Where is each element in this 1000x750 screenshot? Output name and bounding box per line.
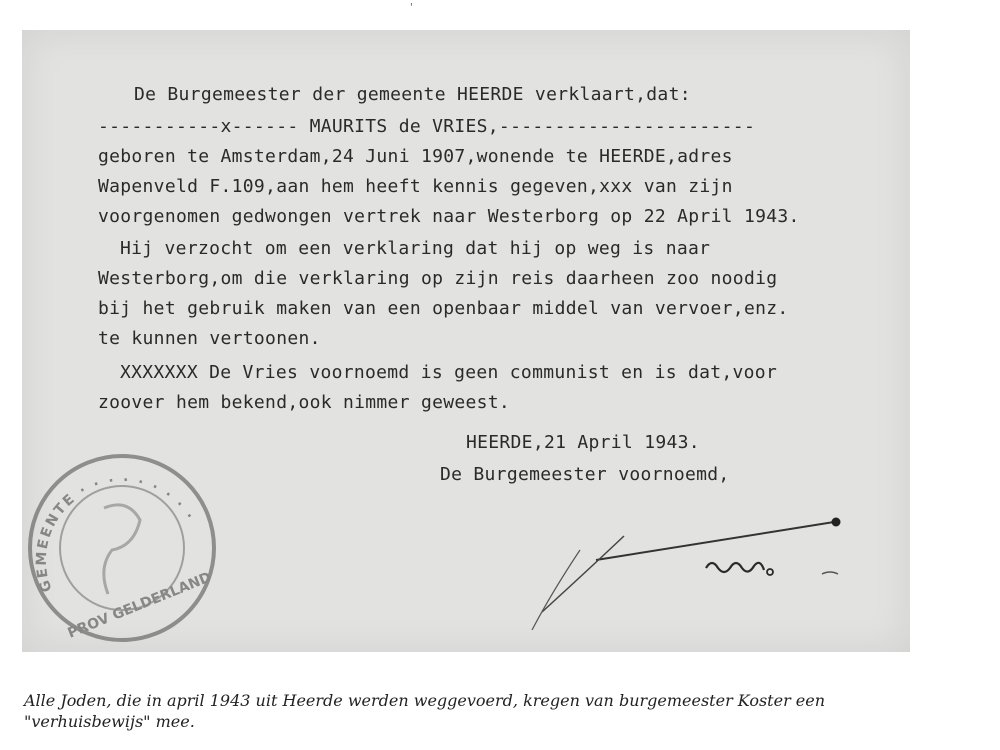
signatory-line: De Burgemeester voornoemd, bbox=[440, 464, 730, 485]
letter-line-11: zoover hem bekend,ook nimmer geweest. bbox=[98, 392, 511, 413]
top-mark: ' bbox=[410, 2, 413, 13]
letter-line-6: Hij verzocht om een verklaring dat hij op weg is naar bbox=[120, 238, 711, 259]
letter-line-8: bij het gebruik maken van een openbaar middel van vervoer,enz. bbox=[98, 298, 789, 319]
letter-line-1: De Burgemeester der gemeente HEERDE verklaart,dat: bbox=[134, 84, 691, 105]
letter-line-2: -----------x------ MAURITS de VRIES,----------------------- bbox=[98, 116, 756, 137]
handwritten-signature bbox=[22, 30, 910, 652]
letter-line-9: te kunnen vertoonen. bbox=[98, 328, 321, 349]
svg-text:PROV GELDERLAND: PROV GELDERLAND bbox=[65, 569, 214, 642]
letter-line-5: voorgenomen gedwongen vertrek naar Westerborg op 22 April 1943. bbox=[98, 206, 800, 227]
letter-line-7: Westerborg,om die verklaring op zijn reis daarheen zoo noodig bbox=[98, 268, 778, 289]
letter-line-10: XXXXXXX De Vries voornoemd is geen communist en is dat,voor bbox=[120, 362, 778, 383]
photo-caption: Alle Joden, die in april 1943 uit Heerde werden weggevoerd, kregen van burgemeester Koster een "verhuisbewijs" mee. bbox=[24, 691, 826, 731]
letter-line-4: Wapenveld F.109,aan hem heeft kennis gegeven,xxx van zijn bbox=[98, 176, 733, 197]
letter-line-3: geboren te Amsterdam,24 Juni 1907,wonende te HEERDE,adres bbox=[98, 146, 733, 167]
document-photo bbox=[22, 30, 910, 652]
date-line: HEERDE,21 April 1943. bbox=[466, 432, 700, 453]
svg-text:GEMEENTE · · · · · · · · ·: GEMEENTE · · · · · · · · · bbox=[33, 472, 198, 594]
